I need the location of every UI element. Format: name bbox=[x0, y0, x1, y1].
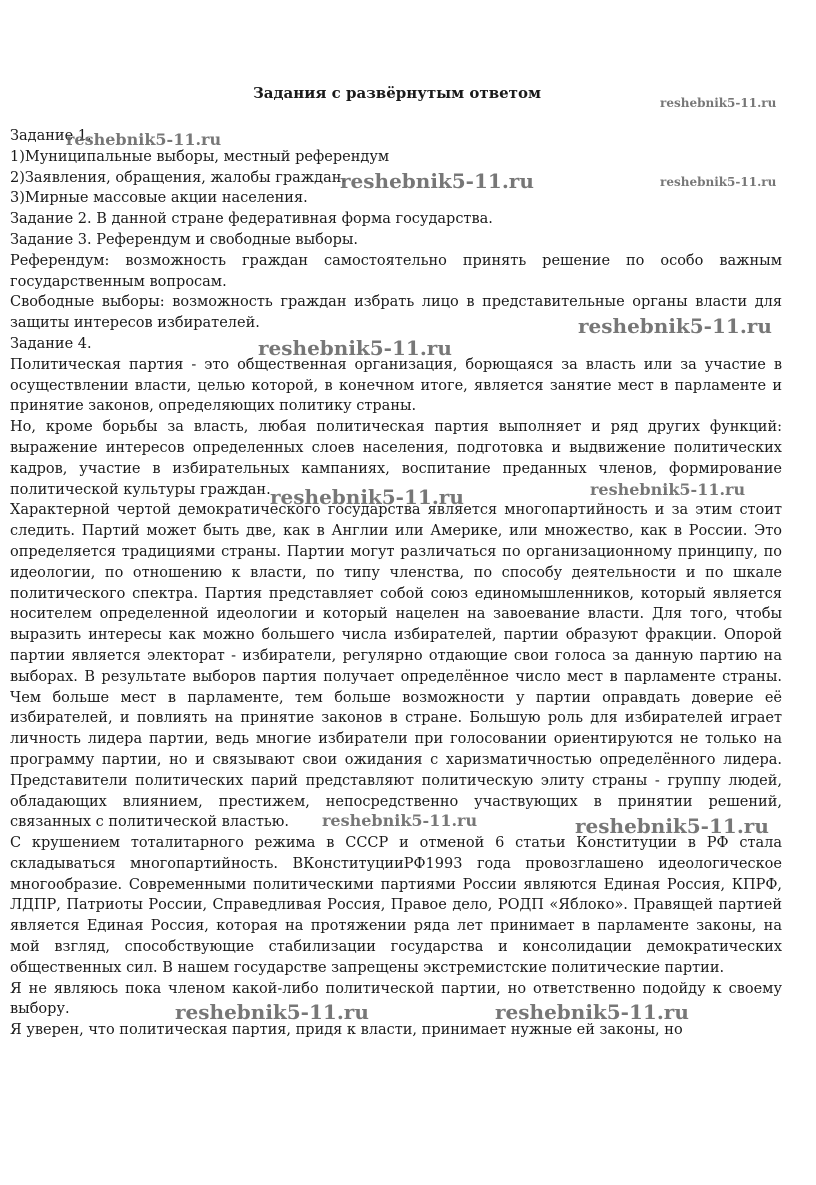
task-1-item-3: 3)Мирные массовые акции населения. bbox=[10, 190, 308, 207]
task-3-answer: Задание 3. Референдум и свободные выборы. bbox=[10, 231, 359, 248]
watermark-text: reshebnik5-11.ru bbox=[270, 485, 464, 509]
watermark-text: reshebnik5-11.ru bbox=[66, 130, 222, 149]
task-2-answer: Задание 2. В данной стране федеративная форма государства. bbox=[10, 211, 493, 228]
watermark-text: reshebnik5-11.ru bbox=[660, 175, 777, 189]
task-1-item-1: 1)Муниципальные выборы, местный референдум bbox=[10, 148, 390, 165]
personal-stance-paragraph: Я не являюсь пока членом какой-либо политической партии, но ответственно подойду к своему выбору. bbox=[10, 980, 782, 1018]
task-1-item-2: 2)Заявления, обращения, жалобы граждан. bbox=[10, 169, 347, 186]
document-title: Задания с развёрнутым ответом bbox=[252, 84, 541, 102]
free-elections-definition: Свободные выборы: возможность граждан избрать лицо в представительные органы власти для защиты интересов избирателей. bbox=[10, 294, 782, 332]
task-1-heading: Задание 1. bbox=[10, 128, 92, 144]
watermark-text: reshebnik5-11.ru bbox=[590, 480, 746, 499]
watermark-text: reshebnik5-11.ru bbox=[322, 811, 478, 830]
party-definition-paragraph: Политическая партия - это общественная организация, борющаяся за власть или за участие в осуществлении власти, целью которой, в конечном итоге, является занятие мест в парламенте и принятие законов, определяющих политику страны. bbox=[10, 356, 782, 415]
watermark-text: reshebnik5-11.ru bbox=[578, 314, 772, 338]
task-4-heading: Задание 4. bbox=[10, 335, 92, 352]
russia-parties-paragraph: С крушением тоталитарного режима в СССР и отменой 6 статьи Конституции в РФ стала складываться многопартийность. ВКонституцииРФ1993 года провозглашено идеологическое многообразие. Современными политическими партиями России являются Единая Россия, КПРФ, ЛДПР, Патриоты России, Справедливая Россия, Правое дело, РОДП «Яблоко». Правящей партией является Единая Россия, которая на протяжении ряда лет принимает в парламенте законы, на мой взгляд, способствующие стабилизации государства и консолидации демократических общественных сил. В нашем государстве запрещены экстремистские политические партии. bbox=[10, 835, 782, 976]
watermark-text: reshebnik5-11.ru bbox=[340, 169, 534, 193]
watermark-text: reshebnik5-11.ru bbox=[660, 96, 777, 110]
party-functions-paragraph: Но, кроме борьбы за власть, любая политическая партия выполняет и ряд других функций: выражение интересов определенных слоев населения, подготовка и выдвижение политических кадров, участие в избирательных кампаниях, воспитание преданных членов, формирование политической культуры граждан. bbox=[10, 419, 782, 498]
document-body bbox=[10, 126, 782, 1041]
watermark-text: reshebnik5-11.ru bbox=[575, 814, 769, 838]
conclusion-paragraph: Я уверен, что политическая партия, придя к власти, принимает нужные ей законы, но bbox=[10, 1022, 683, 1039]
multiparty-paragraph: Характерной чертой демократического государства является многопартийность и за этим стоит следить. Партий может быть две, как в Англии или Америке, или множество, как в России. Это определяется традициями страны. Партии могут различаться по организационному принципу, по идеологии, по отношению к власти, по типу членства, по способу деятельности и по шкале политического спектра. Партия представляет собой союз единомышленников, который является носителем определенной идеологии и который нацелен на завоевание власти. Для того, чтобы выразить интересы как можно большего числа избирателей, партии образуют фракции. Опорой партии является электорат - избиратели, регулярно отдающие свои голоса за данную партию на выборах. В результате выборов партия получает определённое число мест в парламенте страны. Чем больше мест в парламенте, тем больше возможности у партии оправдать доверие её избирателей, и повлиять на принятие законов в стране. Большую роль для избирателей играет личность лидера партии, ведь многие избиратели при голосовании ориентируются не только на программу партии, но и связывают свои ожидания с харизматичностью определённого лидера. Представители политических парий представляют политическую элиту страны - группу людей, обладающих влиянием, престижем, непосредственно участвующих в принятии решений, связанных с политической властью. bbox=[10, 502, 782, 831]
watermark-text: reshebnik5-11.ru bbox=[495, 1000, 689, 1024]
watermark-text: reshebnik5-11.ru bbox=[258, 336, 452, 360]
referendum-definition: Референдум: возможность граждан самостоятельно принять решение по особо важным государственным вопросам. bbox=[10, 252, 782, 290]
watermark-text: reshebnik5-11.ru bbox=[175, 1000, 369, 1024]
